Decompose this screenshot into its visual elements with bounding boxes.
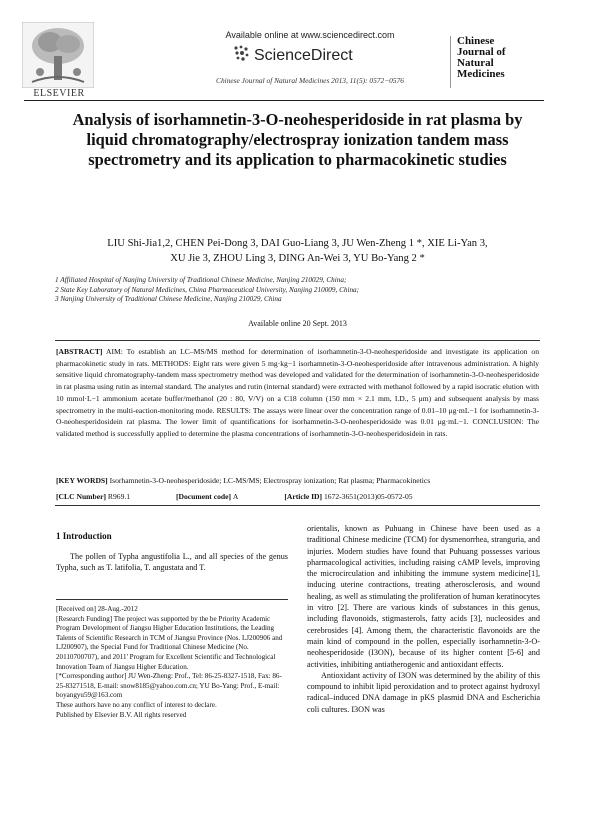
affiliation-item: 3 Nanjing University of Traditional Chinese Medicine, Nanjing 210029, China: [55, 295, 282, 303]
footnote-received: [Received on] 28-Aug.-2012: [56, 605, 138, 613]
elsevier-tree-logo: [22, 22, 94, 88]
header-divider: [24, 100, 544, 101]
author-line: LIU Shi-Jia1,2, CHEN Pei-Dong 3, DAI Guo-Liang 3, JU Wen-Zheng 1 *, XIE Li-Yan 3,: [107, 238, 488, 249]
article-id-label: [Article ID]: [284, 492, 323, 501]
article-id-value: 1672-3651(2013)05-0572-05: [323, 492, 413, 501]
footnote-published: Published by Elsevier B.V. All rights reserved: [56, 710, 187, 719]
clc-label: [CLC Number]: [56, 492, 106, 501]
author-list: [65, 237, 530, 266]
abstract-label: [ABSTRACT]: [56, 347, 103, 356]
affiliations: [55, 276, 545, 305]
footnotes: [56, 605, 288, 720]
journal-name-line: Journal of: [457, 46, 506, 58]
sciencedirect-wordmark: ScienceDirect: [254, 47, 353, 64]
author-line: XU Jie 3, ZHOU Ling 3, DING An-Wei 3, YU Bo-Yang 2 *: [170, 252, 425, 264]
affiliation-item: 2 State Key Laboratory of Natural Medicines, China Pharmaceutical University, Nanjing 210009, China;: [55, 285, 360, 294]
body-paragraph: orientalis, known as Puhuang in Chinese have been used as a traditional Chinese medicine (TCM) for dysmenorrhea, stranguria, and injuries. Modern studies have found that Puhuang possesses various pharmacological activities, including raising cAMP levels, improving the microcirculation and inhibiting the immune system medicine[1], inducing uterine contractions, treating atherosclerosis, and wound healing, as well as stimulating the proliferation of human keratinocytes in vitro [2]. There are various kinds of substances in this genus, including flavonoids, stigmasterols, fatty acids [3], nucleosides and cerebrosides [4]. Among them, the characteristic flavonoids are the main kind of compound in the pollen, especially isorhamnetin-3-O-neohesperidoside (I3ON), because of its higher content [5-6] and activities, inhibiting antiatherogenic and antioxidant effects.: [307, 524, 540, 669]
available-online-date: Available online 20 Sept. 2013: [248, 319, 347, 328]
sciencedirect-logo-icon: [232, 44, 252, 64]
available-online-link[interactable]: Available online at www.sciencedirect.com: [225, 30, 395, 40]
keywords: [56, 476, 539, 485]
keywords-label: [KEY WORDS]: [56, 476, 108, 485]
journal-name-line: Medicines: [457, 68, 505, 80]
footnote-corresponding: [*Corresponding author] JU Wen-Zheng: Prof., Tel: 86-25-8327-1518, Fax: 86-25-83271518, E-mail: snow8185@yahoo.com.cn; YU Bo-Yang: Prof., E-mail: boyangyu59@163.com: [56, 672, 282, 700]
clc-value: R969.1: [107, 492, 131, 501]
right-column: [307, 523, 540, 715]
intro-paragraph: The pollen of Typha angustifolia L., and all species of the genus Typha, such as T. latifolia, T. angustata and T.: [56, 552, 288, 573]
footnote-funding: [Research Funding] The project was supported by the be Priority Academic Program Development of Jiangsu Higher Education Institutions, the Leading Talents of Scientific Research in TCM of Jiangsu Province (Nos. LJ200906 and LJ200907), the Special Fund for Traditional Chinese Medicine (No. 20110700707), and 2011' Program for Excellent Scientific and Technological Innovation Team of Jiangsu Higher Education.: [56, 614, 283, 671]
classification-row: [56, 492, 539, 501]
journal-name-box: [450, 36, 545, 88]
footnote-rule: [56, 599, 288, 600]
abstract-text: AIM: To establish an LC–MS/MS method for determination of isorhamnetin-3-O-neohesperidoside and investigate its application on pharmacokinetic study in rats. METHODS: Eight rats were given 5 mg·kg−1 isorhamnetin-3-O-neohesperidoside after intravenous administration. A highly sensitive liquid chromatography-tandem mass spectrometry method was developed and validated for the determination of isorhamnetin-3-O-neohesperidoside in rat plasma using rutin as internal standard. The analytes and rutin (internal standard) were extracted with methanol followed by a rapid isocratic elution with 10 mmol·L−1 ammonium acetate buffer/methanol (20 : 80, V/V) on a C18 column (150 mm × 2.1 mm, I.D., 5 μm) and subsequent analysis by mass spectrometry in the multi-eaction-monitoring mode. RESULTS: The assays were linear over the concentration range of 0.01–10 μg·mL−1 for isorhamnetin-3-O-neohesperidosidein rat plasma. The lower limit of quantifications for isorhamnetin-3-O-neohesperidoside was 0.01 μg·mL−1. CONCLUSION: The validated method is successfully applied to determine the plasma concentrations of isorhamnetin-3-O-neohesperidosidein in rats.: [56, 347, 539, 438]
journal-citation: Chinese Journal of Natural Medicines 2013, 11(5): 0572−0576: [216, 76, 404, 85]
publisher-name: ELSEVIER: [33, 88, 85, 99]
document-code-label: [Document code]: [175, 492, 232, 501]
abstract-top-rule: [55, 340, 540, 341]
journal-name-line: Chinese: [457, 35, 495, 47]
footnote-conflict: These authors have no any conflict of interest to declare.: [56, 700, 217, 709]
document-code-value: A: [232, 492, 239, 501]
journal-name-line: Natural: [457, 57, 494, 69]
abstract-bottom-rule: [55, 505, 540, 506]
body-paragraph: Antioxidant activity of I3ON was determined by the ability of this compound to inhibit lipid peroxidation and to protect against hydroxyl radical–induced DNA damage in pKS plasmid DNA and Escherichia coli cultures. I3ON was: [307, 670, 540, 714]
section-heading-introduction: 1 Introduction: [56, 531, 112, 541]
affiliation-item: 1 Affiliated Hospital of Nanjing University of Traditional Chinese Medicine, Nanjing 210029, China;: [55, 276, 347, 284]
paper-title: Analysis of isorhamnetin-3-O-neohesperidoside in rat plasma by liquid chromatography/electrospray ionization tandem mass spectrometry and its application to pharmacokinetic studies: [72, 110, 523, 169]
keywords-text: Isorhamnetin-3-O-neohesperidoside; LC-MS/MS; Electrospray ionization; Rat plasma; Pharmacokinetics: [109, 476, 431, 485]
abstract: [56, 346, 539, 440]
